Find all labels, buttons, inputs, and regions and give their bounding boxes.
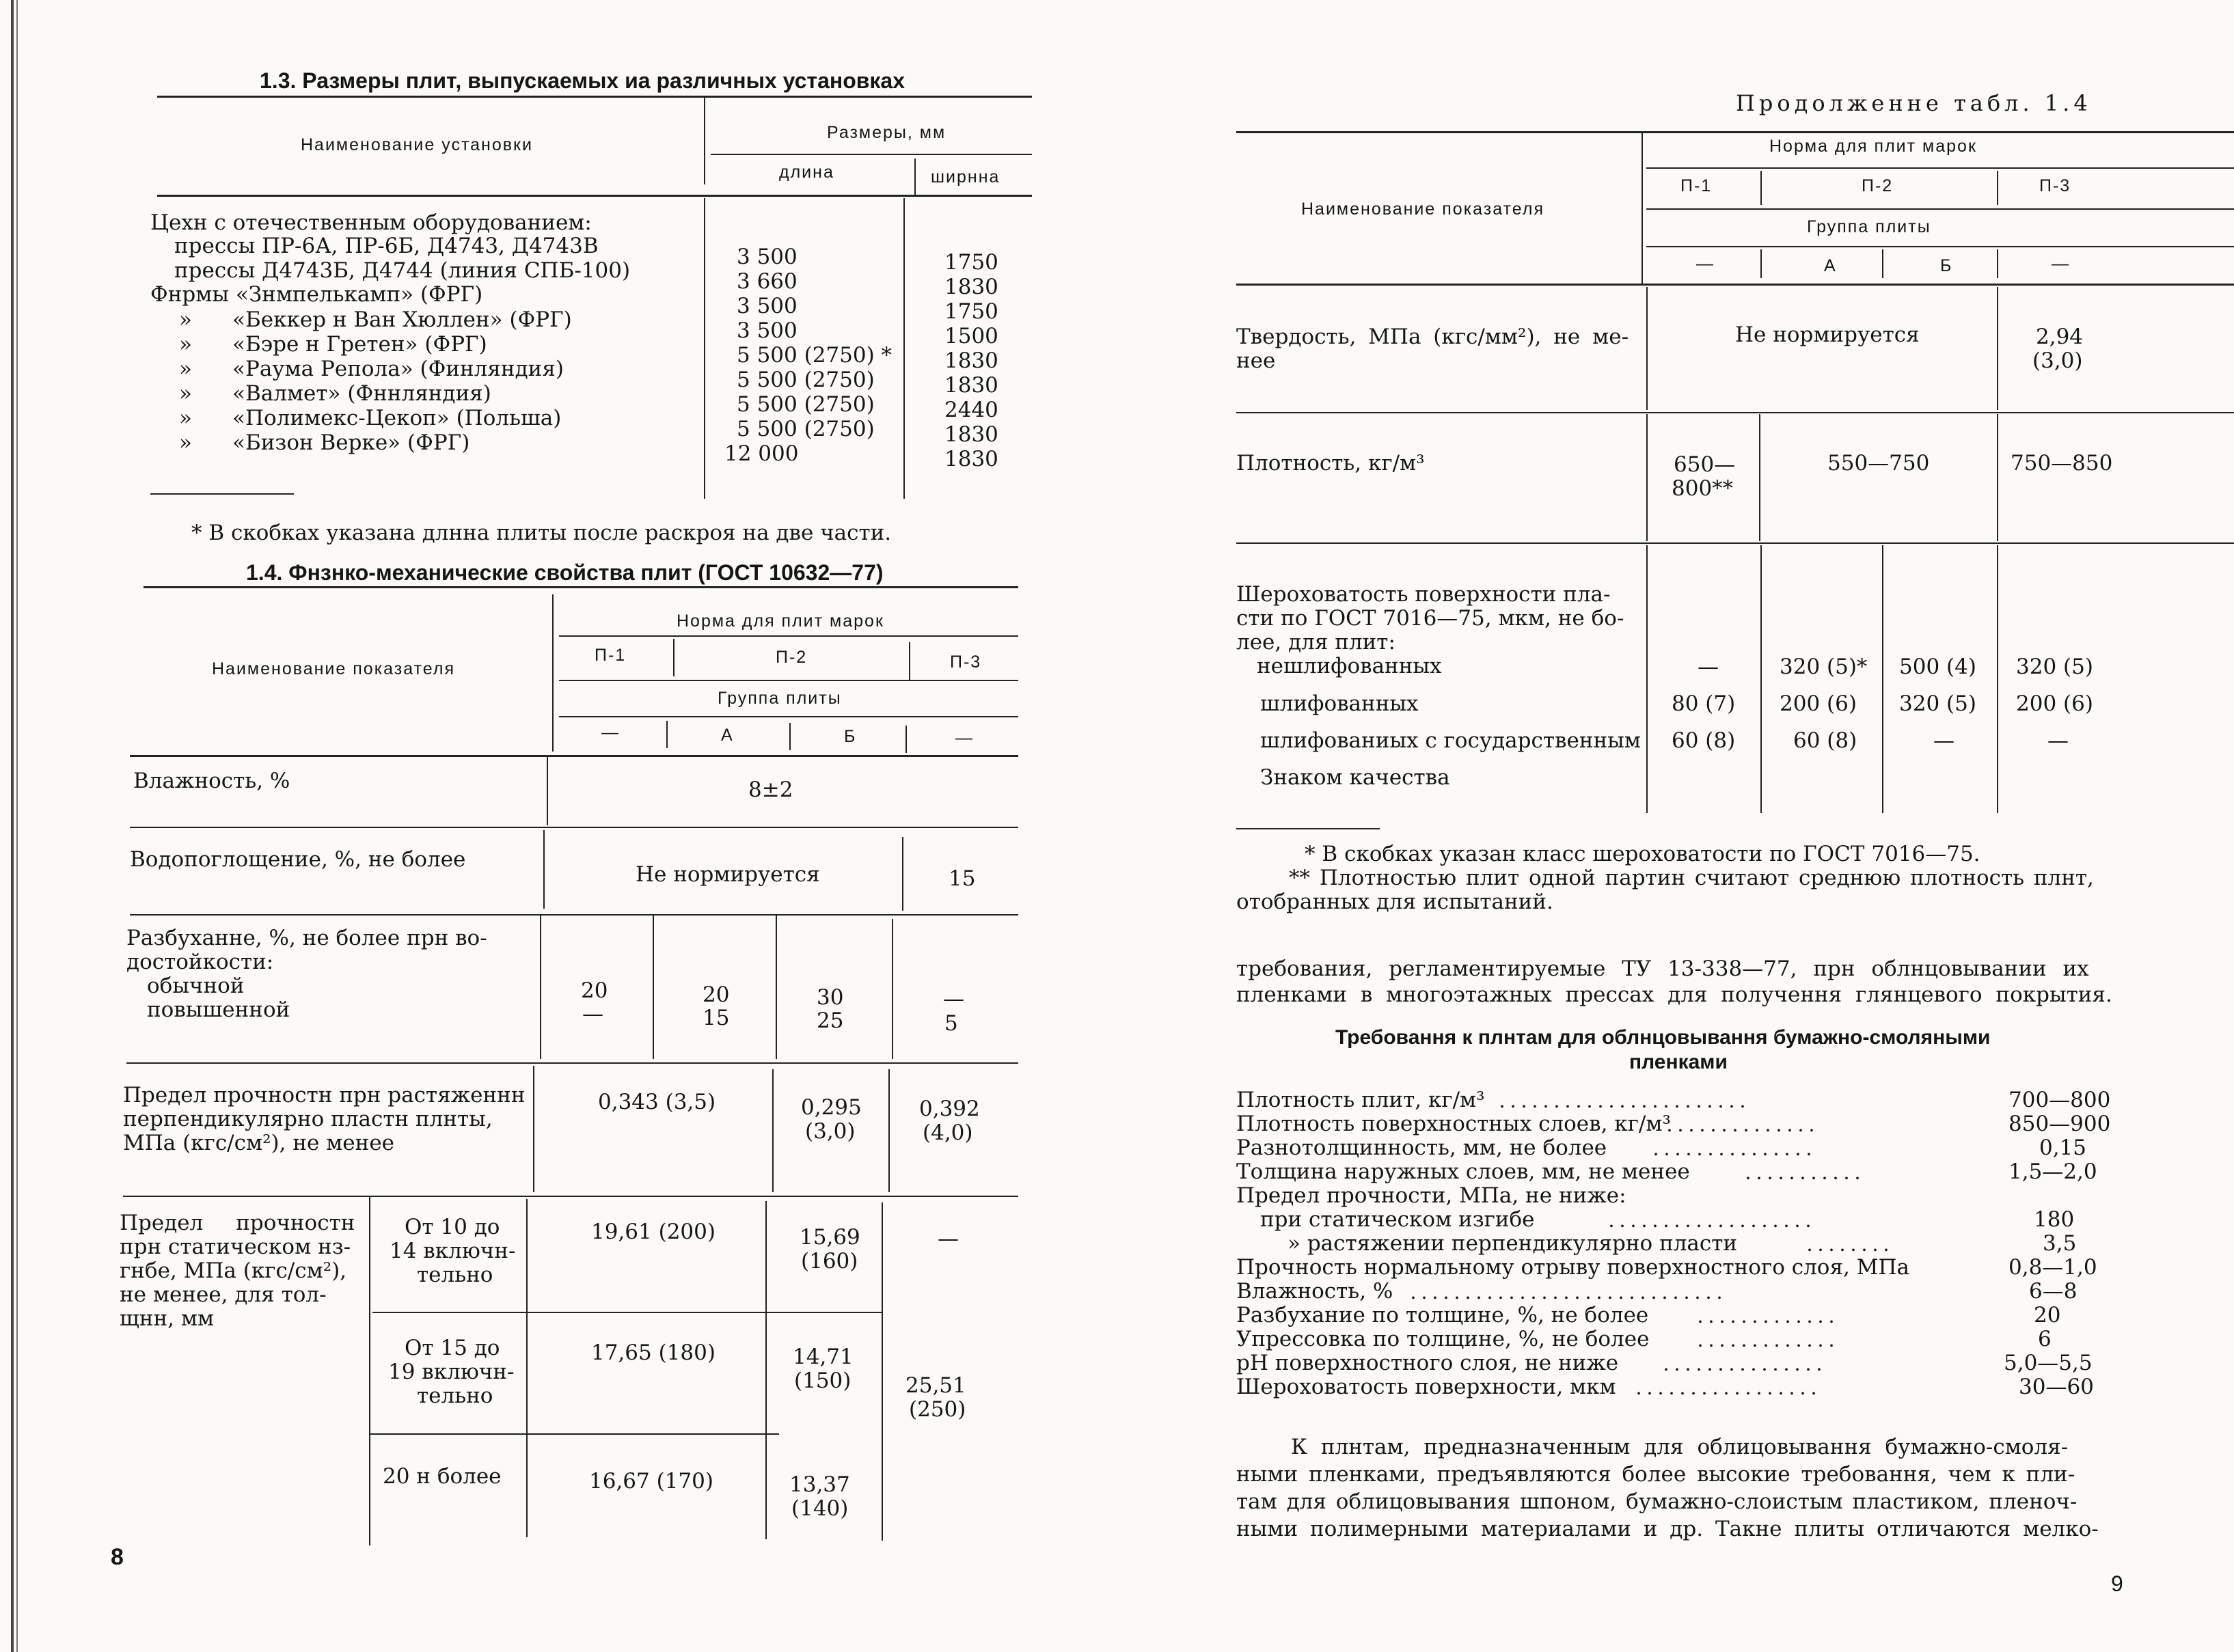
req-10-label: Упрессовка по толщине, %, не более: [1236, 1327, 1650, 1351]
swelling-v3b: 25: [817, 1008, 844, 1033]
t13-footnote: * В скобках указана длнна плиты после раскроя на две части.: [191, 521, 892, 545]
bending-rule-2: [369, 1433, 779, 1435]
t13-row-2: прессы Д4743Б, Д4744 (линия СПБ-100): [174, 258, 631, 283]
t13-row-8: «Полимекс-Цекоп» (Польша): [232, 406, 562, 430]
swelling-v2b: 15: [703, 1006, 730, 1030]
leader-dots: . . . . . . . . . . . . . . .: [1653, 1135, 1812, 1160]
hardness-p3b: (3,0): [2032, 348, 2083, 373]
t13-body-vline1: [704, 198, 705, 499]
bending-label-5: щнн, мм: [120, 1306, 215, 1331]
density-vline2: [1759, 414, 1760, 541]
t14c-p3: П-3: [2039, 176, 2071, 195]
swelling-vline1: [540, 916, 541, 1059]
roughness-vline1: [1646, 545, 1648, 813]
t14c-p2: П-2: [1862, 176, 1894, 195]
continued-caption: Продолженне табл. 1.4: [1736, 90, 2092, 116]
t13-top-rule: [157, 96, 1032, 98]
t13-width-9: 1830: [944, 447, 998, 471]
bending-r1-v3: —: [938, 1226, 959, 1251]
t13-head-vline: [704, 96, 705, 184]
leader-dots: . . . . . . . . . . . . . . . . .: [1636, 1375, 1816, 1399]
t13-length-7: 5 500 (2750): [737, 392, 875, 417]
t14-p3: П-3: [950, 652, 982, 672]
req-12-label: Шероховатость поверхности, мкм: [1236, 1375, 1616, 1399]
t14c-footnote-2b: отобранных для испытаний.: [1236, 890, 1553, 914]
t14-head-rule: [130, 755, 1018, 757]
ditto-mark: »: [179, 332, 192, 357]
t13-length-4: 3 500: [737, 318, 798, 343]
density-p1b: 800**: [1672, 476, 1734, 501]
req-8-label: Влажность, %: [1236, 1279, 1393, 1304]
para1-line1: требования, регламентируемые ТУ 13-338—77, прн облнцовывании их: [1236, 956, 2089, 981]
t14-col-name: Наименование показателя: [212, 659, 455, 678]
hardness-p3a: 2,94: [2036, 325, 2084, 349]
t13-col-name: Наименование установки: [301, 135, 533, 154]
t13-col-sizes: Размеры, мм: [827, 123, 946, 142]
swelling-sub-2: повышенной: [147, 997, 290, 1022]
bending-p3-a: 25,51: [905, 1373, 966, 1398]
leader-dots: . . . . . . . . . . . . .: [1698, 1303, 1834, 1327]
t13-width-7: 2440: [944, 398, 998, 422]
t14c-vline-p2: [1997, 171, 1998, 205]
rough-r1-a: 320 (5)*: [1780, 655, 1868, 679]
density-vline3: [1997, 414, 1998, 541]
leader-dots: . . . . . . . . . . . . . . . . . . . . . . .: [1499, 1088, 1745, 1112]
page-number-left: 8: [111, 1544, 124, 1570]
req-3-value: 1,5—2,0: [2008, 1159, 2097, 1184]
t13-row-3: Фнрмы «Знмпелькамп» (ФРГ): [150, 282, 483, 307]
req-7-label: Прочность нормальному отрыву поверхностного слоя, МПа: [1236, 1255, 1909, 1280]
para2-line2: ными пленками, предъявляются более высокие требовання, чем к пли-: [1236, 1462, 2075, 1487]
swelling-vline4: [892, 919, 893, 1059]
density-p3: 750—850: [2011, 451, 2113, 476]
req-7-value: 0,8—1,0: [2008, 1255, 2097, 1280]
swelling-v4b: 5: [944, 1011, 958, 1036]
t14c-g-dash1: —: [1696, 254, 1715, 273]
t14-g-a: А: [721, 726, 734, 745]
tensile-label-1: Предел прочностн прн растяженнн: [123, 1083, 526, 1107]
density-label: Плотность, кг/м³: [1236, 451, 1425, 476]
rough-r2-a: 200 (6): [1780, 691, 1857, 716]
bending-label-4: не менее, для тол-: [120, 1282, 327, 1307]
tensile-rule: [123, 1196, 1018, 1197]
t14c-g-vline1: [1760, 249, 1762, 278]
t14-vline-p1: [673, 639, 675, 676]
swelling-label-1: Разбуханне, %, не более прн во-: [126, 926, 487, 950]
bending-r3-v1: 16,67 (170): [589, 1469, 713, 1493]
req-3-label: Толщина наружных слоев, мм, не менее: [1236, 1159, 1690, 1184]
t14c-vline-p1: [1760, 171, 1762, 205]
req-11-value: 5,0—5,5: [2004, 1351, 2093, 1375]
hardness-label-1: Твердость, МПа (кгс/мм²), не ме-: [1236, 325, 1629, 349]
req-0-label: Плотность плит, кг/м³: [1236, 1088, 1485, 1112]
tensile-label-3: МПа (кгс/см²), не менее: [123, 1131, 395, 1155]
density-p2: 550—750: [1827, 451, 1930, 476]
t14-p-rule: [559, 680, 1018, 681]
t13-width-3: 1750: [944, 299, 998, 324]
hardness-vline2: [1997, 287, 1998, 410]
t13-length-3: 3 500: [737, 294, 798, 318]
ditto-mark: »: [179, 357, 192, 381]
ditto-mark: »: [179, 406, 192, 430]
moisture-vline: [547, 757, 548, 825]
t14c-g-dash2: —: [2052, 254, 2070, 273]
t13-row-5: «Бэре н Гретен» (ФРГ): [232, 332, 487, 357]
leader-dots: . . . . . . . . . . .: [1745, 1159, 1860, 1184]
tensile-v2a: 0,295: [801, 1095, 862, 1120]
rough-r1-p1: —: [1698, 655, 1719, 679]
t14c-g-vline3: [1997, 249, 1998, 278]
t14c-group: Группа плиты: [1807, 217, 1931, 236]
t13-body-vline2: [903, 198, 905, 499]
tensile-v3a: 0,392: [919, 1097, 980, 1121]
t13-len-wid-vline: [914, 159, 916, 196]
hardness-label-2: нее: [1236, 348, 1276, 373]
t14-p1: П-1: [595, 646, 627, 665]
para2-line3: там для облицовывания шпоном, бумажно-слоистым пластиком, пленоч-: [1236, 1489, 2078, 1514]
rough-r2-b: 320 (5): [1899, 691, 1976, 716]
t14c-norm: Норма для плит марок: [1769, 137, 1977, 156]
leader-dots: . . . . . . . . . . . . . . .: [1663, 1351, 1822, 1375]
roughness-vline2: [1760, 545, 1762, 813]
para1-line2: пленками в многоэтажных прессах для получення глянцевого покрытия.: [1236, 982, 2112, 1007]
bending-label-1: Предел прочностн: [120, 1211, 355, 1235]
t14-group: Группа плиты: [718, 689, 842, 708]
swelling-vline2: [653, 916, 654, 1059]
bending-r2-a: От 15 до: [405, 1336, 500, 1360]
t14c-col-name: Наименование показателя: [1301, 199, 1544, 219]
t14c-top-rule: [1236, 131, 2234, 133]
t13-length-2: 3 660: [737, 269, 798, 294]
t14-p2: П-2: [776, 648, 808, 667]
bending-r1-c: тельно: [417, 1263, 493, 1287]
bending-vline3: [882, 1202, 883, 1541]
req-1-label: Плотность поверхностных слоев, кг/м³: [1236, 1112, 1671, 1136]
tensile-v2b: (3,0): [805, 1119, 856, 1144]
req-10-value: 6: [2038, 1327, 2052, 1351]
rough-r2-p1: 80 (7): [1672, 691, 1736, 716]
t13-width-6: 1830: [944, 373, 998, 398]
water-value: Не нормируется: [636, 862, 820, 887]
bending-r2-v2b: (150): [794, 1368, 852, 1393]
ditto-mark: »: [179, 430, 192, 455]
req-5-value: 180: [2034, 1207, 2075, 1232]
t13-row-4: «Беккер н Ван Хюллен» (ФРГ): [232, 307, 572, 332]
t13-row-7: «Валмет» (Фннляндия): [232, 381, 491, 406]
bending-r1-v1: 19,61 (200): [591, 1220, 716, 1244]
t14-g-dash1: —: [601, 723, 620, 742]
water-rule: [130, 914, 1018, 916]
t13-row-6: «Раума Репола» (Финляндия): [232, 357, 564, 381]
t14c-p-rule: [1646, 208, 2234, 210]
t13-length-1: 3 500: [737, 245, 798, 269]
swelling-rule: [126, 1062, 1018, 1064]
bending-r2-v1: 17,65 (180): [591, 1340, 716, 1365]
t14c-head-rule: [1236, 284, 2234, 286]
table-1-4-caption: 1.4. Фнзнко-механические свойства плит (ГОСТ 10632—77): [246, 560, 884, 585]
page-number-right: 9: [2111, 1571, 2123, 1596]
tensile-v1: 0,343 (3,5): [598, 1090, 716, 1114]
roughness-label-1: Шероховатость поверхности пла-: [1236, 582, 1611, 607]
req-9-label: Разбухание по толщине, %, не более: [1236, 1303, 1649, 1327]
rough-r2-p3: 200 (6): [2016, 691, 2093, 716]
req-title-1: Требовання к плнтам для облнцовывання бумажно-смоляными: [1335, 1026, 1991, 1049]
leader-dots: . . . . . . . . . . . . . . . . . . . . . . . . . . . . .: [1411, 1279, 1722, 1304]
bending-r1-a: От 10 до: [405, 1215, 500, 1239]
moisture-label: Влажность, %: [133, 769, 290, 793]
tensile-vline3: [888, 1069, 890, 1192]
t13-col-width: ширнна: [931, 167, 1000, 187]
footnote-rule-right: [1236, 828, 1380, 829]
req-6-value: 3,5: [2043, 1231, 2077, 1256]
req-11-label: pH поверхностного слоя, не ниже: [1236, 1351, 1619, 1375]
t13-width-8: 1830: [944, 422, 998, 447]
rough-r1-p3: 320 (5): [2016, 655, 2093, 679]
t13-length-8: 5 500 (2750): [737, 417, 875, 441]
rough-r3-b: —: [1933, 728, 1954, 753]
table-1-3-caption: 1.3. Размеры плит, выпускаемых иа различных установках: [260, 68, 905, 93]
hardness-vline1: [1646, 287, 1648, 410]
req-5-label: при статическом изгибе: [1260, 1207, 1535, 1232]
leader-dots: . . . . . . . . . . . . . . . . . . .: [1609, 1207, 1811, 1232]
t13-sizes-rule: [711, 154, 1032, 155]
t14-g-vline1: [666, 721, 668, 748]
roughness-sub-1: нешлифованных: [1257, 654, 1442, 678]
swelling-sub-1: обычной: [147, 974, 245, 998]
bending-rule-1: [372, 1312, 882, 1313]
leader-dots: . . . . . . . . . . . . . .: [1667, 1112, 1814, 1136]
t14c-footnote-1: * В скобках указан класс шероховатости по ГОСТ 7016—75.: [1305, 842, 1980, 866]
footnote-rule: [150, 493, 294, 495]
t14c-g-a: А: [1824, 256, 1837, 275]
roughness-label-2: сти по ГОСТ 7016—75, мкм, не бо-: [1236, 606, 1624, 631]
binding-edge-2: [16, 0, 18, 1652]
bending-r2-v2a: 14,71: [793, 1345, 854, 1369]
t14c-g-b: Б: [1940, 256, 1953, 275]
t14c-p1: П-1: [1680, 176, 1713, 195]
req-6-label: » растяжении перпендикулярно пласти: [1288, 1231, 1738, 1256]
density-rule: [1236, 542, 2234, 544]
water-vline: [543, 830, 545, 909]
t13-length-6: 5 500 (2750): [737, 368, 875, 392]
bending-r1-b: 14 включн-: [390, 1239, 516, 1263]
bending-vline-sub: [369, 1197, 370, 1545]
t14-g-dash2: —: [955, 728, 974, 747]
t13-row-1: прессы ПР-6А, ПР-6Б, Д4743, Д4743В: [174, 234, 599, 258]
t14c-footnote-2a: ** Плотностью плит одной партин считают среднюю плотность плнт,: [1289, 866, 2094, 890]
bending-vline2: [765, 1201, 767, 1539]
t13-width-5: 1830: [944, 348, 998, 373]
bending-r3-v2a: 13,37: [789, 1472, 850, 1497]
bending-label-3: гнбе, МПа (кгс/см²),: [120, 1258, 347, 1283]
density-vline1: [1646, 414, 1648, 541]
bending-label-2: прн статическом нз-: [120, 1235, 351, 1259]
rough-r1-b: 500 (4): [1899, 655, 1976, 679]
t14-g-vline2: [789, 723, 791, 750]
leader-dots: . . . . . . . . . . . . .: [1698, 1327, 1834, 1351]
t14-vline-p2: [909, 642, 910, 680]
tensile-label-2: перпендикулярно пластн плнты,: [123, 1107, 493, 1131]
hardness-value: Не нормируется: [1735, 322, 1920, 347]
t14c-group-rule: [1646, 246, 2234, 247]
roughness-vline3: [1882, 545, 1883, 813]
bending-r2-b: 19 включн-: [388, 1360, 515, 1384]
tensile-vline1: [533, 1066, 534, 1192]
t13-width-1: 1750: [944, 250, 998, 275]
req-12-value: 30—60: [2019, 1375, 2094, 1399]
req-2-label: Разнотолщинность, мм, не более: [1236, 1135, 1607, 1160]
para2-line4: ными полимерными материалами и др. Такне плиты отличаются мелко-: [1236, 1517, 2099, 1541]
t14-norm-rule: [559, 635, 1018, 637]
hardness-rule: [1236, 412, 2234, 413]
req-0-value: 700—800: [2008, 1088, 2111, 1112]
t13-width-4: 1500: [944, 324, 998, 348]
swelling-v3a: 30: [817, 985, 844, 1010]
tensile-vline2: [772, 1069, 774, 1192]
bending-r2-c: тельно: [417, 1383, 493, 1408]
swelling-v4a: —: [943, 987, 964, 1011]
t14-top-rule: [144, 586, 1018, 588]
rough-r3-a: 60 (8): [1793, 728, 1857, 753]
swelling-v1a: 20: [581, 978, 608, 1003]
req-9-value: 20: [2034, 1303, 2061, 1327]
swelling-v2a: 20: [703, 982, 730, 1007]
moisture-value: 8±2: [748, 777, 793, 802]
binding-edge: [11, 0, 14, 1652]
t13-length-9: 12 000: [724, 441, 799, 466]
t14-norm: Норма для плит марок: [677, 611, 884, 631]
swelling-v1b: —: [582, 1002, 603, 1026]
density-p1a: 650—: [1674, 452, 1736, 477]
t13-col-length: длина: [779, 163, 834, 182]
t13-width-2: 1830: [944, 275, 998, 299]
para2-line1: К плнтам, предназначенным для облицовывання бумажно-смоля-: [1291, 1435, 2069, 1459]
roughness-label-3: лее, для плит:: [1236, 630, 1395, 655]
req-1-value: 850—900: [2008, 1112, 2111, 1136]
bending-vline1: [526, 1199, 528, 1537]
t14c-g-vline2: [1882, 249, 1883, 278]
t14-g-vline3: [905, 726, 907, 753]
water-p3: 15: [949, 866, 976, 891]
rough-r3-p3: —: [2047, 728, 2069, 753]
t13-row-0: Цехн с отечественным оборудованием:: [150, 210, 592, 235]
bending-r3-a: 20 н более: [383, 1464, 502, 1489]
bending-r1-v2a: 15,69: [800, 1225, 860, 1250]
roughness-sub-3: шлифованиых с государственным: [1260, 728, 1641, 753]
swelling-label-2: достойкости:: [126, 950, 274, 974]
t13-length-5: 5 500 (2750) *: [737, 343, 893, 368]
roughness-sub-4: Знаком качества: [1260, 765, 1450, 790]
t14c-head-vline: [1642, 133, 1643, 284]
water-vline2: [902, 837, 903, 911]
req-title-2: пленками: [1629, 1051, 1728, 1073]
req-8-value: 6—8: [2029, 1279, 2078, 1304]
rough-r3-p1: 60 (8): [1672, 728, 1736, 753]
t13-row-9: «Бизон Верке» (ФРГ): [232, 430, 470, 455]
req-4-label: Предел прочности, МПа, не ниже:: [1236, 1183, 1626, 1208]
right-page: [1117, 0, 2234, 1652]
moisture-rule: [130, 827, 1018, 828]
tensile-v3b: (4,0): [923, 1120, 973, 1145]
bending-p3-b: (250): [909, 1397, 966, 1422]
roughness-sub-2: шлифованных: [1260, 691, 1419, 716]
roughness-vline4: [1997, 545, 1998, 813]
t14-group-rule: [559, 716, 1018, 717]
t14c-norm-rule: [1646, 167, 2234, 169]
leader-dots: . . . . . . . .: [1807, 1231, 1889, 1256]
req-2-value: 0,15: [2039, 1135, 2087, 1160]
water-label: Водопоглощение, %, не более: [130, 847, 466, 872]
bending-r1-v2b: (160): [801, 1249, 858, 1274]
ditto-mark: »: [179, 381, 192, 406]
t14-head-vline: [552, 594, 554, 752]
ditto-mark: »: [179, 307, 192, 332]
t14-g-b: Б: [844, 727, 857, 746]
swelling-vline3: [776, 916, 777, 1059]
bending-r3-v2b: (140): [791, 1496, 849, 1521]
t13-head-rule: [157, 195, 1032, 197]
